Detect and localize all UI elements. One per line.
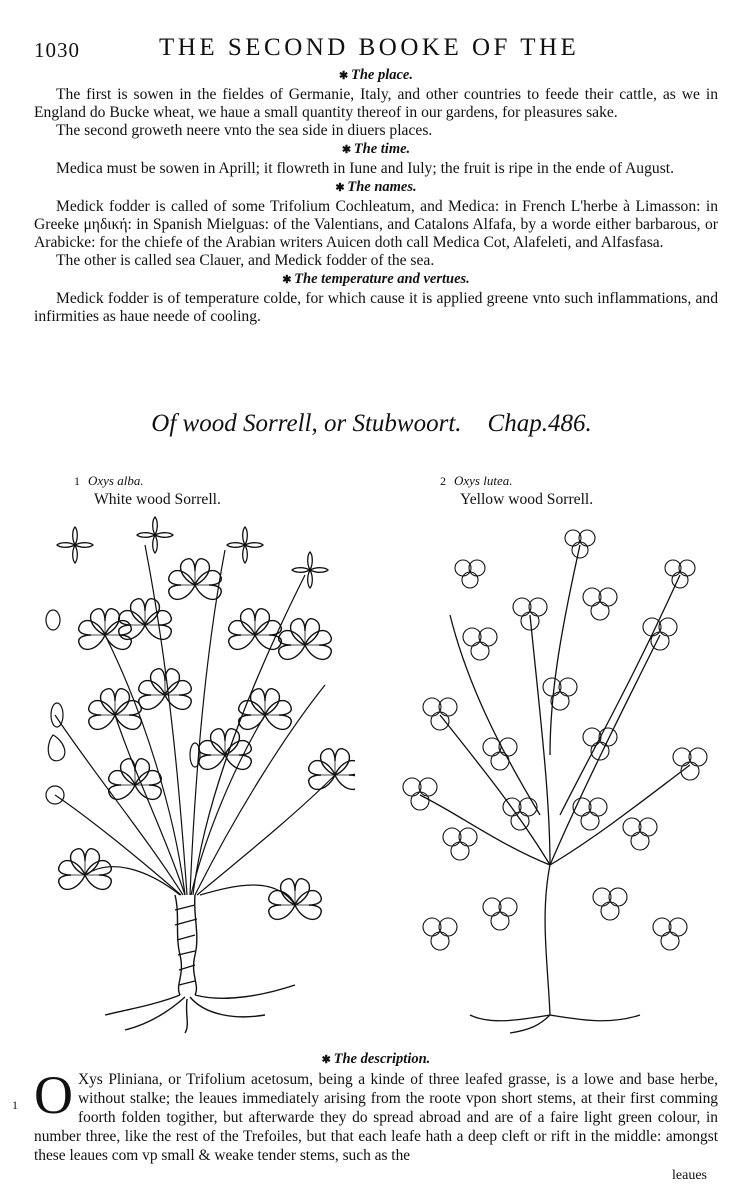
figure-latin-name: Oxys alba. (88, 473, 144, 488)
white-wood-sorrell-woodcut (35, 515, 355, 1035)
figure-number: 2 (440, 474, 446, 488)
paragraph-place-1: The first is sowen in the fieldes of Germanie, Italy, and other countries to feede their cattle, as we in England do Bucke wheat, we haue a small quantity thereof in our gardens, for pleasures sake. (34, 86, 718, 121)
yellow-wood-sorrell-woodcut (400, 515, 720, 1035)
section-heading-temperature: ✱ The temperature and vertues. (34, 270, 718, 290)
top-text-block (34, 66, 718, 326)
section-heading-time: ✱ The time. (34, 140, 718, 160)
chapter-title-text: Of wood Sorrell, or Stubwoort. (151, 410, 462, 437)
figure-latin-name: Oxys lutea. (454, 473, 513, 488)
figure-common-name: White wood Sorrell. (94, 491, 221, 508)
figure-caption-2 (440, 472, 593, 509)
chapter-title (0, 410, 743, 438)
figure-caption-1 (74, 472, 221, 509)
description-text: Xys Pliniana, or Trifolium acetosum, being a kinde of three leafed grasse, is a lowe and base herbe, without stalke; the leaues immediately arising from the roote vpon short stems, at their first comming foorth folden togither, but afterwarde they do spread abroad and are of a faire light green colour, in number three, like the rest of the Trefoiles, but that each leafe hath a deep cleft or rift in the middle: amongst these leaues com vp small & weake tender stems, such as the (34, 1071, 718, 1164)
catchword: leaues (672, 1168, 707, 1183)
paragraph-names-2: The other is called sea Clauer, and Medick fodder of the sea. (56, 252, 435, 269)
page-number: 1030 (34, 38, 80, 62)
chapter-number: Chap.486. (487, 410, 592, 437)
paragraph-names-1: Medick fodder is called of some Trifolium Cochleatum, and Medica: in French L'herbe à Limasson: in Greeke μηδική: in Spanish Mielguas: of the Valentians, and Catalons Alfafa, by a worde either barbarous, or Arabicke: for the chiefe of the Arabian writers Auicen doth call Medica Cot, Alafeleti, and Alfasfasa. (34, 198, 718, 251)
paragraph-time-1: Medica must be sowen in Aprill; it flowreth in Iune and Iuly; the fruit is ripe in the ende of August. (56, 160, 675, 177)
paragraph-temperature-1: Medick fodder is of temperature colde, for which cause it is applied greene vnto such inflammations, and infirmities as haue neede of cooling. (34, 290, 718, 325)
section-heading-names: ✱ The names. (34, 178, 718, 198)
paragraph-place-2: The second groweth neere vnto the sea side in diuers places. (56, 122, 433, 139)
drop-capital: O (34, 1065, 73, 1125)
figure-common-name: Yellow wood Sorrell. (460, 491, 594, 508)
section-heading-description: ✱ The description. (34, 1050, 718, 1070)
section-heading-place: ✱ The place. (34, 66, 718, 86)
running-head: THE SECOND BOOKE OF THE (159, 34, 580, 61)
description-item-number: 1 (12, 1098, 18, 1112)
figure-number: 1 (74, 474, 80, 488)
page-header (34, 34, 724, 64)
description-block (12, 1050, 718, 1165)
description-paragraph (12, 1065, 718, 1165)
